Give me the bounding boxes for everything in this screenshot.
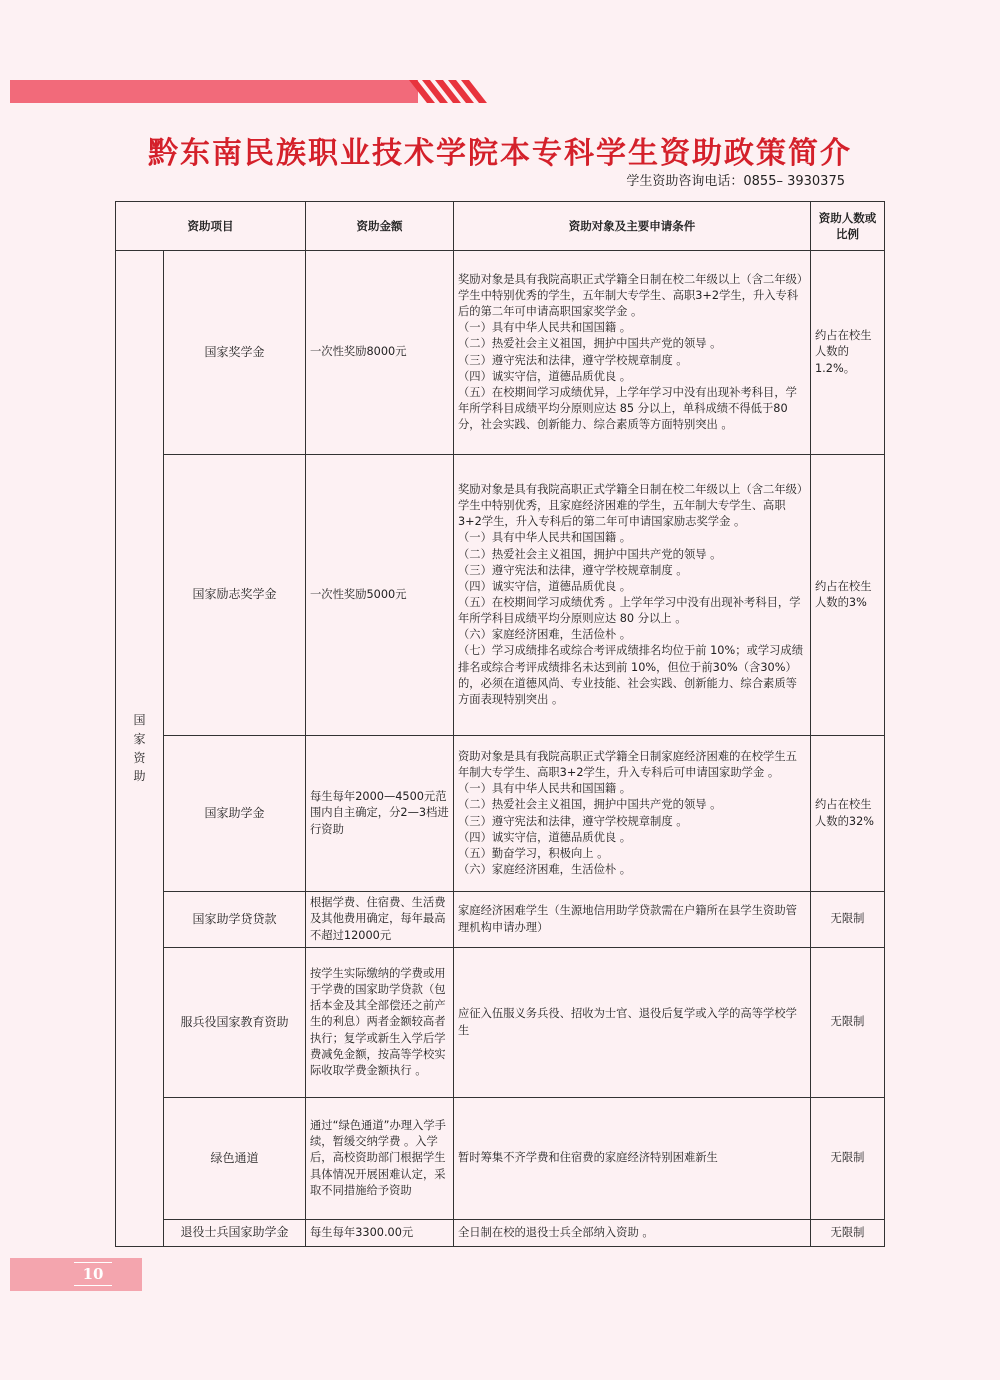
- condition-line: （二）热爱社会主义祖国，拥护中国共产党的领导 。: [458, 798, 722, 812]
- table-row: [116, 251, 885, 455]
- item-cell: 服兵役国家教育资助: [164, 948, 306, 1098]
- table-row: [116, 1098, 885, 1220]
- category-cell: [116, 251, 164, 1247]
- condition-line: （一）具有中华人民共和国国籍 。: [458, 321, 632, 335]
- conditions-cell: [454, 892, 811, 948]
- header-decor-stripes: [418, 80, 498, 103]
- condition-line: 奖励对象是具有我院高职正式学籍全日制在校二年级以上（含二年级）学生中特别优秀，且家庭经济困难的学生，五年制大专学生、高职3+2学生，升入专科后的第二年可申请国家励志奖学金 。: [458, 483, 803, 529]
- ratio-cell: 约占在校生人数的3%: [811, 455, 885, 736]
- condition-line: （四）诚实守信，道德品质优良 。: [458, 369, 632, 383]
- amount-cell: 一次性奖励8000元: [306, 251, 454, 455]
- ratio-cell: 无限制: [811, 948, 885, 1098]
- condition-line: （六）家庭经济困难，生活俭朴 。: [458, 628, 632, 642]
- conditions-cell: [454, 736, 811, 892]
- header-ratio: 资助人数或比例: [811, 202, 885, 251]
- table-row: [116, 948, 885, 1098]
- ratio-cell: 约占在校生人数的 1.2%。: [811, 251, 885, 455]
- condition-line: 全日制在校的退役士兵全部纳入资助 。: [458, 1225, 654, 1239]
- item-cell: 国家助学金: [164, 736, 306, 892]
- policy-table: [115, 201, 885, 1247]
- condition-line: （一）具有中华人民共和国国籍 。: [458, 531, 632, 545]
- ratio-cell: 无限制: [811, 892, 885, 948]
- table-row: [116, 892, 885, 948]
- table-row: [116, 1220, 885, 1247]
- category-label: 国家资助: [133, 713, 146, 784]
- table-row: [116, 455, 885, 736]
- condition-line: （三）遵守宪法和法律，遵守学校规章制度 。: [458, 353, 688, 367]
- condition-line: （二）热爱社会主义祖国，拥护中国共产党的领导 。: [458, 547, 722, 561]
- condition-line: （五）在校期间学习成绩优秀 。上学年学习中没有出现补考科目，学年所学科目成绩平均分原则应达 80 分以上 。: [458, 596, 801, 626]
- conditions-cell: [454, 251, 811, 455]
- condition-line: 奖励对象是具有我院高职正式学籍全日制在校二年级以上（含二年级）学生中特别优秀的学生，五年制大专学生、高职3+2学生，升入专科后的第二年可申请高职国家奖学金 。: [458, 272, 803, 319]
- table-row: [116, 736, 885, 892]
- conditions-cell: [454, 1220, 811, 1247]
- amount-cell: 一次性奖励5000元: [306, 455, 454, 736]
- amount-cell: 每生每年3300.00元: [306, 1220, 454, 1247]
- condition-line: （七）学习成绩排名或综合考评成绩排名均位于前 10%；或学习成绩排名或综合考评成绩排名未达到前 10%，但位于前30%（含30%）的，必须在道德风尚、专业技能、社会实践、创新能力、综合素质等方面表现特别突出 。: [458, 644, 804, 706]
- header-project: 资助项目: [116, 202, 306, 251]
- header-amount: 资助金额: [306, 202, 454, 251]
- conditions-cell: [454, 948, 811, 1098]
- table-header-row: [116, 202, 885, 251]
- condition-line: （五）在校期间学习成绩优异，上学年学习中没有出现补考科目，学年所学科目成绩平均分原则应达 85 分以上，单科成绩不得低于80分，社会实践、创新能力、综合素质等方面特别突出 。: [458, 385, 797, 432]
- header-conditions: 资助对象及主要申请条件: [454, 202, 811, 251]
- condition-line: 暂时筹集不齐学费和住宿费的家庭经济特别困难新生: [458, 1151, 718, 1165]
- condition-line: （一）具有中华人民共和国国籍 。: [458, 782, 632, 796]
- condition-line: 家庭经济困难学生（生源地信用助学贷款需在户籍所在县学生资助管理机构申请办理）: [458, 904, 797, 934]
- ratio-cell: 约占在校生人数的32%: [811, 736, 885, 892]
- item-cell: 退役士兵国家助学金: [164, 1220, 306, 1247]
- header-decor-bar: [10, 80, 418, 103]
- amount-cell: 通过“绿色通道”办理入学手续，暂缓交纳学费 。入学后，高校资助部门根据学生具体情况开展困难认定，采取不同措施给予资助: [306, 1098, 454, 1220]
- condition-line: （二）热爱社会主义祖国，拥护中国共产党的领导 。: [458, 337, 722, 351]
- ratio-cell: 无限制: [811, 1220, 885, 1247]
- condition-line: （三）遵守宪法和法律，遵守学校规章制度 。: [458, 814, 688, 828]
- page-number: 10: [74, 1262, 112, 1286]
- hotline-text: 学生资助咨询电话：0855– 3930375: [626, 174, 845, 189]
- item-cell: 绿色通道: [164, 1098, 306, 1220]
- item-cell: 国家奖学金: [164, 251, 306, 455]
- condition-line: （五）勤奋学习，积极向上 。: [458, 846, 609, 860]
- page-title: 黔东南民族职业技术学院本专科学生资助政策简介: [148, 136, 852, 171]
- condition-line: （四）诚实守信，道德品质优良 。: [458, 579, 632, 593]
- condition-line: 资助对象是具有我院高职正式学籍全日制家庭经济困难的在校学生五年制大专学生、高职3+2学生，升入专科后可申请国家助学金 。: [458, 749, 797, 780]
- condition-line: （四）诚实守信，道德品质优良 。: [458, 830, 632, 844]
- conditions-cell: [454, 1098, 811, 1220]
- item-cell: 国家励志奖学金: [164, 455, 306, 736]
- amount-cell: 按学生实际缴纳的学费或用于学费的国家助学贷款（包括本金及其全部偿还之前产生的利息）两者金额较高者执行；复学或新生入学后学费减免金额，按高等学校实际收取学费金额执行 。: [306, 948, 454, 1098]
- condition-line: （三）遵守宪法和法律，遵守学校规章制度 。: [458, 563, 688, 577]
- ratio-cell: 无限制: [811, 1098, 885, 1220]
- conditions-cell: [454, 455, 811, 736]
- condition-line: 应征入伍服义务兵役、招收为士官、退役后复学或入学的高等学校学生: [458, 1007, 797, 1037]
- amount-cell: 每生每年2000—4500元范围内自主确定，分2—3档进行资助: [306, 736, 454, 892]
- amount-cell: 根据学费、住宿费、生活费及其他费用确定，每年最高不超过12000元: [306, 892, 454, 948]
- condition-line: （六）家庭经济困难，生活俭朴 。: [458, 862, 632, 876]
- item-cell: 国家助学贷贷款: [164, 892, 306, 948]
